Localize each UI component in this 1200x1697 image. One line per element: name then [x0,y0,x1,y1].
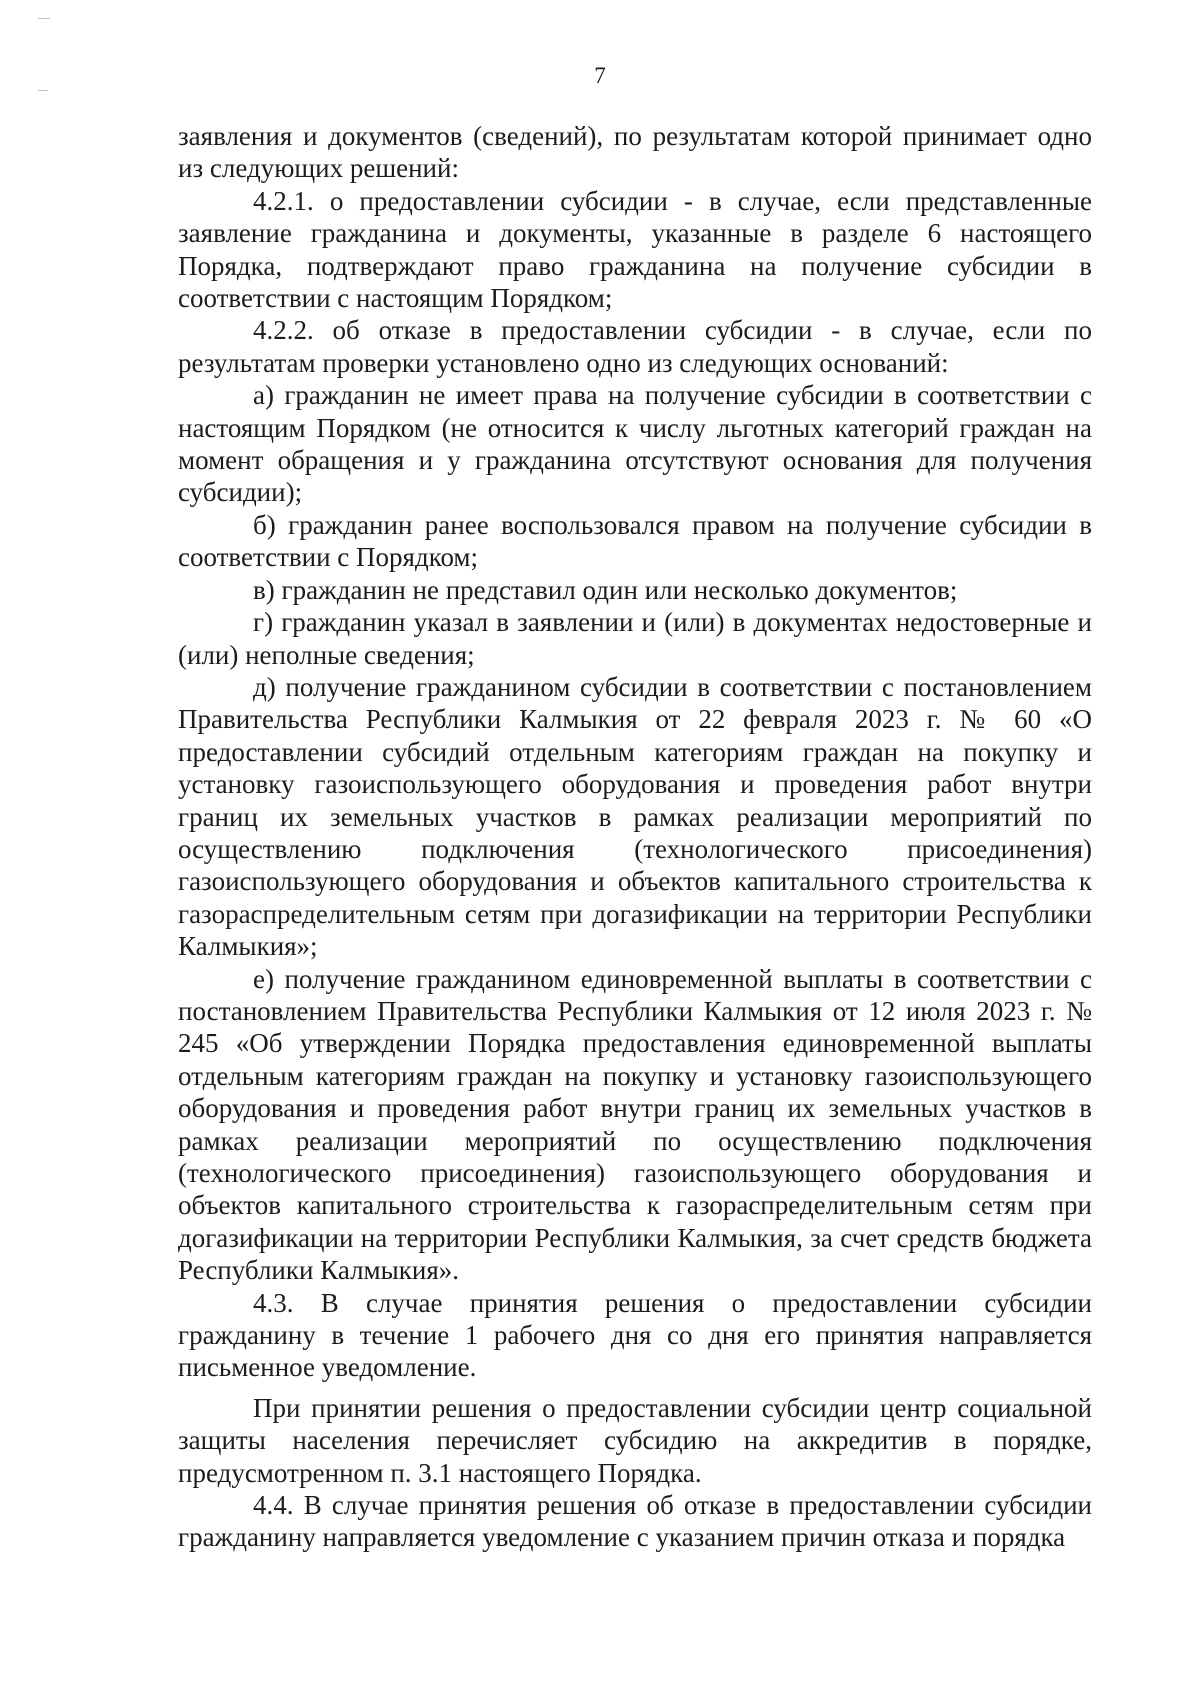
list-item-b: б) гражданин ранее воспользовался правом на получение субсидии в соответствии с Порядком; [178,509,1092,573]
document-body [178,120,1092,1554]
scan-artifact-mark [38,90,48,91]
page-number: 7 [594,63,606,88]
list-item-v: в) гражданин не представил один или несколько документов; [253,574,958,605]
list-item-d: д) получение гражданином субсидии в соответствии с постановлением Правительства Республики Калмыкия от 22 февраля 2023 г. № 60 «О предоставлении субсидий отдельным категориям граждан на покупку и установку газоиспользующего оборудования и проведения работ внутри границ их земельных участков в рамках реализации мероприятий по осуществлению подключения (технологического присоединения) газоиспользующего оборудования и объектов капитального строительства к газораспределительным сетям при догазификации на территории Республики Калмыкия»; [178,671,1092,962]
paragraph-continuation: заявления и документов (сведений), по результатам которой принимает одно из следующих решений: [178,121,1092,184]
paragraph-4-3: 4.3. В случае принятия решения о предоставлении субсидии гражданину в течение 1 рабочего дня со дня его принятия направляется письменное уведомление. [178,1287,1092,1383]
list-item-g: г) гражданин указал в заявлении и (или) в документах недостоверные и (или) неполные сведения; [178,607,1092,670]
scan-artifact-mark [38,18,50,19]
list-item-e: е) получение гражданином единовременной выплаты в соответствии с постановлением Правительства Республики Калмыкия от 12 июля 2023 г. № 245 «Об утверждении Порядка предоставления единовременной выплаты отдельным категориям граждан на покупку и установку газоиспользующего оборудования и проведения работ внутри границ их земельных участков в рамках реализации мероприятий по осуществлению подключения (технологического присоединения) газоиспользующего оборудования и объектов капитального строительства к газораспределительным сетям при догазификации на территории Республики Калмыкия, за счет средств бюджета Республики Калмыкия». [178,963,1092,1286]
paragraph-4-2-1: 4.2.1. о предоставлении субсидии - в случае, если представленные заявление гражданина и документы, указанные в разделе 6 настоящего Порядка, подтверждают право гражданина на получение субсидии в соответствии с настоящим Порядком; [178,185,1092,314]
paragraph-transfer: При принятии решения о предоставлении субсидии центр социальной защиты населения перечисляет субсидию на аккредитив в порядке, предусмотренном п. 3.1 настоящего Порядка. [178,1392,1092,1488]
paragraph-4-4: 4.4. В случае принятия решения об отказе в предоставлении субсидии гражданину направляется уведомление с указанием причин отказа и порядка [178,1490,1092,1553]
list-item-a: а) гражданин не имеет права на получение субсидии в соответствии с настоящим Порядком (не относится к числу льготных категорий граждан на момент обращения и у гражданина отсутствуют основания для получения субсидии); [178,380,1092,508]
paragraph-4-2-2: 4.2.2. об отказе в предоставлении субсидии - в случае, если по результатам проверки установлено одно из следующих оснований: [178,315,1092,378]
